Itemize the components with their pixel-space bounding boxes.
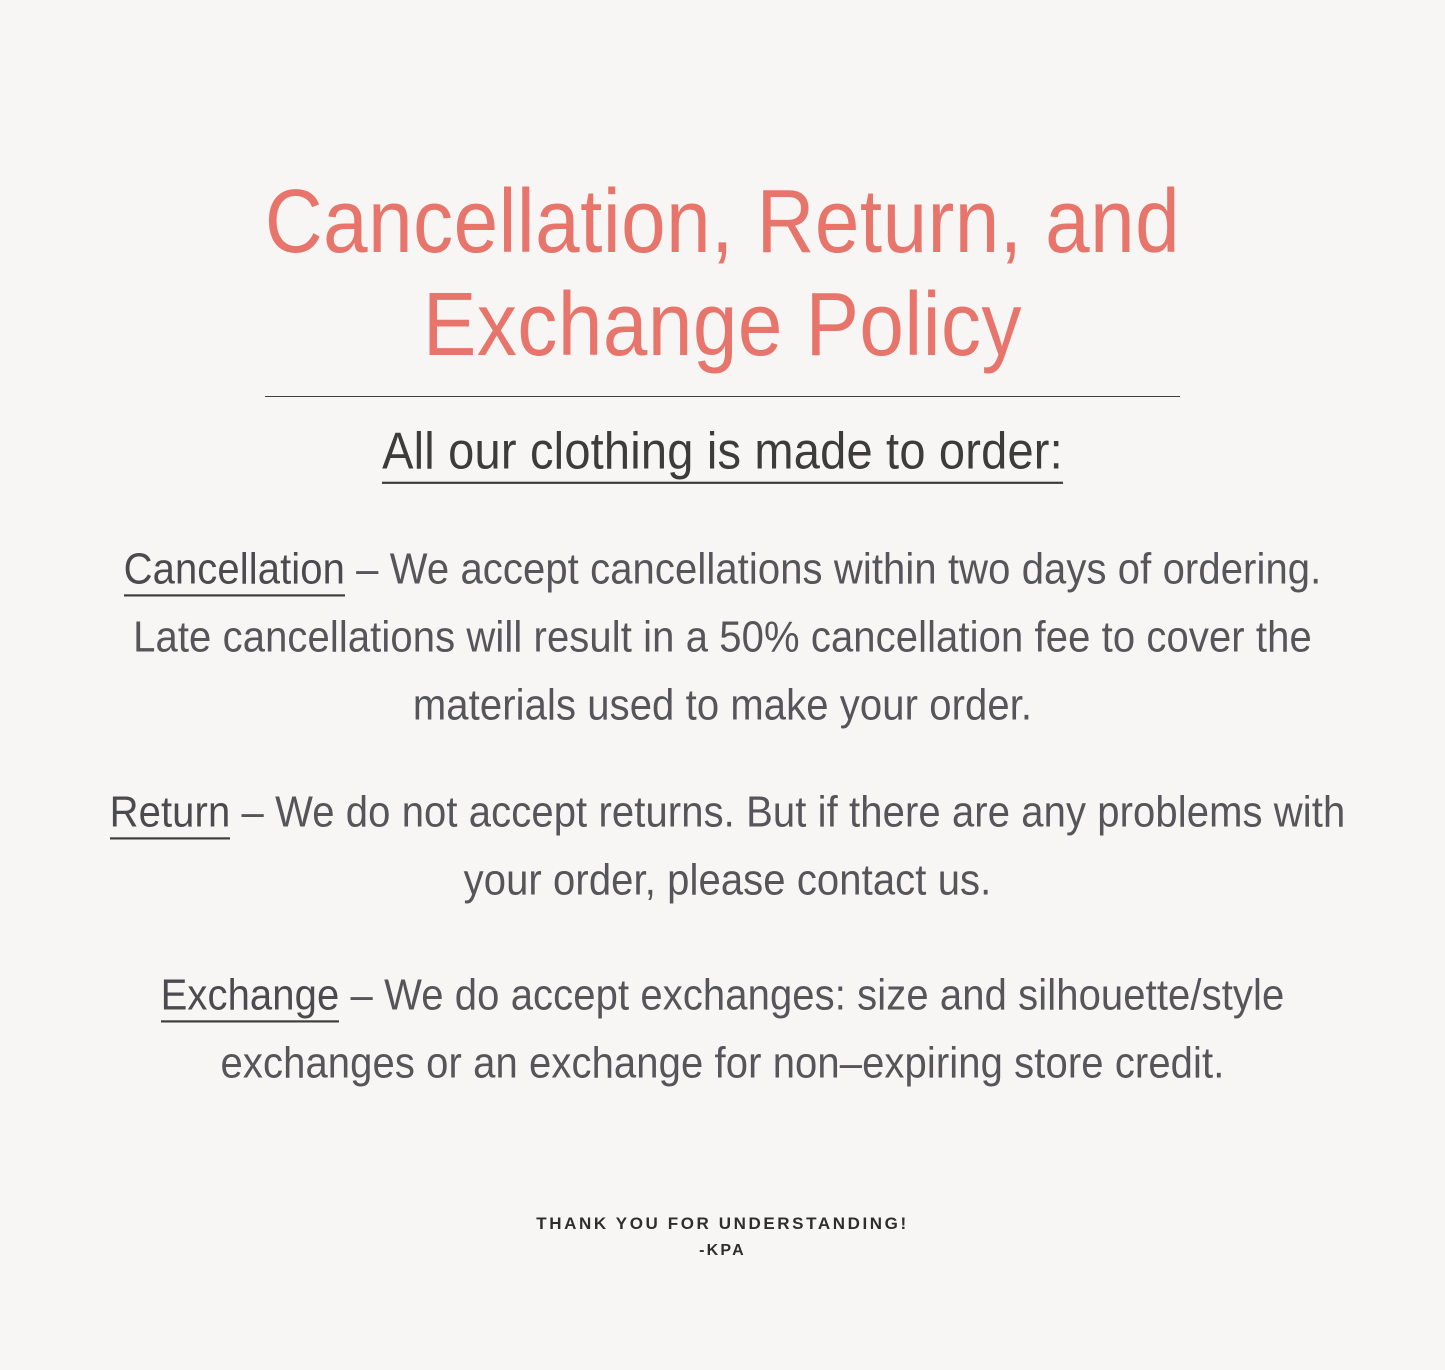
section-return-term: Return (110, 789, 231, 840)
title-divider (265, 396, 1180, 397)
section-cancellation-text: We accept cancellations within two days of ordering. Late cancellations will result in a 50% cancellation fee to cover the materials used to make your order. (133, 545, 1322, 730)
footer-thanks: THANK YOU FOR UNDERSTANDING! (536, 1214, 909, 1233)
section-return (73, 779, 1383, 915)
section-exchange (78, 962, 1368, 1098)
section-return-text: We do not accept returns. But if there are any problems with your order, please contact us. (275, 789, 1346, 905)
footer (0, 1214, 1445, 1260)
section-cancellation (98, 536, 1348, 741)
policy-sections (73, 478, 1373, 1088)
subtitle (60, 419, 1385, 484)
section-exchange-dash: – (339, 971, 385, 1019)
footer-signature: -KPA (699, 1242, 746, 1259)
section-cancellation-dash: – (344, 545, 390, 593)
page-title: Cancellation, Return, and Exchange Policy (264, 171, 1181, 375)
section-exchange-term: Exchange (161, 971, 340, 1022)
section-exchange-text: We do accept exchanges: size and silhouette/style exchanges or an exchange for non–expiring store credit. (220, 971, 1285, 1088)
section-cancellation-term: Cancellation (124, 545, 345, 596)
subtitle-text: All our clothing is made to order: (382, 421, 1063, 484)
section-return-dash: – (230, 789, 276, 837)
